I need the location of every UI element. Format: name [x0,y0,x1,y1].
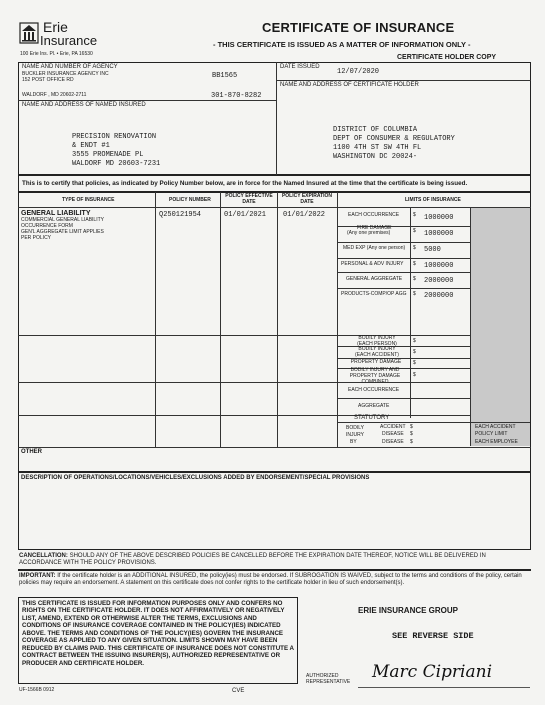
authorized-rep-label: AUTHORIZED REPRESENTATIVE [306,673,351,685]
footer-code: CVE [232,688,245,694]
description-label: DESCRIPTION OF OPERATIONS/LOCATIONS/VEHICLES/EXCLUSIONS ADDED BY ENDORSEMENT/SPECIAL PROVISIONS [21,475,370,481]
limit-label-fire-damage: FIRE DAMAGE [357,225,392,231]
erie-logo-icon [19,22,39,44]
insured-line3: 3555 PROMENADE PL [72,151,144,159]
dollar-sign: $ [413,228,416,234]
dollar-sign: $ [413,360,416,366]
limit-sub-fire-damage: (Any one premises) [347,230,391,236]
auto-pd: PROPERTY DAMAGE [350,359,402,365]
agency-code: BB1565 [212,72,238,80]
header-policy-number: POLICY NUMBER [169,197,211,203]
other-label: OTHER [21,449,42,455]
document-title: CERTIFICATE OF INSURANCE [262,20,455,35]
gl-effective: 01/01/2021 [224,211,267,219]
insured-line4: WALDORF MD 20603-7231 [72,160,161,168]
agency-street: 152 POST OFFICE RD [22,77,74,83]
header-expiration: POLICY EXPIRATION DATE [281,193,333,205]
wc-accident: ACCIDENT [380,424,406,430]
cancellation-label: CANCELLATION: [19,553,68,559]
holder-line2: DEPT OF CONSUMER & REGULATORY [333,135,455,143]
wc-injury: INJURY [346,432,364,438]
copy-label: CERTIFICATE HOLDER COPY [397,54,497,61]
limit-label-general-agg: GENERAL AGGREGATE [346,276,403,282]
limit-value-each-occurrence: 1000000 [424,214,454,222]
limit-label-products: PRODUCTS-COMP/OP AGG [341,291,407,297]
gl-expiration: 01/01/2022 [283,211,326,219]
dollar-sign: $ [413,291,416,297]
gl-desc1: COMMERCIAL GENERAL LIABILITY [21,217,104,223]
gl-desc3: GEN'L AGGREGATE LIMIT APPLIES [21,229,104,235]
umbrella-aggregate: AGGREGATE [358,403,390,409]
important-block [19,573,529,587]
auto-combined: BODILY INJURY AND PROPERTY DAMAGE COMBINED [349,367,401,385]
holder-line4: WASHINGTON DC 20024- [333,153,418,161]
header-type: TYPE OF INSURANCE [62,197,115,203]
document-subtitle: - THIS CERTIFICATE IS ISSUED AS A MATTER OF INFORMATION ONLY - [213,40,471,49]
gl-desc2: OCCURRENCE FORM [21,223,73,229]
gl-title: GENERAL LIABILITY [21,210,91,217]
logo-name-erie: Erie [43,19,68,35]
dollar-sign: $ [410,431,413,437]
logo-address: 100 Erie Ins. Pl. • Erie, PA 16530 [20,51,93,57]
wc-disease-1: DISEASE [382,431,404,437]
gl-desc4: PER POLICY [21,235,52,241]
umbrella-each: EACH OCCURRENCE [348,387,400,393]
signature: Marc Cipriani [372,662,493,682]
wc-statutory: STATUTORY [354,415,390,421]
date-issued-value: 12/07/2020 [337,68,380,76]
limit-value-products: 2000000 [424,292,454,300]
insured-line2: & ENDT #1 [72,142,110,150]
wc-each-accident: EACH ACCIDENT [475,424,516,430]
dollar-sign: $ [410,439,413,445]
wc-bodily: BODILY [346,425,364,431]
holder-line3: 1100 4TH ST SW 4TH FL [333,144,422,152]
gl-policy-number: Q250121954 [159,211,202,219]
date-issued-label: DATE ISSUED [280,64,320,70]
dollar-sign: $ [413,212,416,218]
cancellation-block [19,553,529,567]
important-label: IMPORTANT: [19,573,56,579]
dollar-sign: $ [413,261,416,267]
limit-value-personal-adv: 1000000 [424,262,454,270]
dollar-sign: $ [413,245,416,251]
limit-value-med-exp: 5000 [424,246,441,254]
insured-label: NAME AND ADDRESS OF NAMED INSURED [22,102,146,108]
dollar-sign: $ [413,276,416,282]
wc-by: BY [350,439,357,445]
form-number: UF-1566B 0912 [19,687,55,693]
agency-city: WALDORF , MD 20602-2711 [22,92,87,98]
agency-phone: 301-870-8282 [211,92,262,100]
description-box [18,472,531,550]
limit-value-fire-damage: 1000000 [424,230,454,238]
header-limits: LIMITS OF INSURANCE [405,197,461,203]
insurer-name: ERIE INSURANCE GROUP [358,606,459,615]
logo-name-insurance: Insurance [40,33,98,48]
limit-label-each-occurrence: EACH OCCURRENCE [348,212,400,218]
auto-bi-accident: BODILY INJURY (EACH ACCIDENT) [355,346,399,358]
see-reverse: SEE REVERSE SIDE [392,631,474,641]
limit-label-med-exp: MED EXP (Any one person) [343,245,406,251]
insured-line1: PRECISION RENOVATION [72,133,157,141]
header-effective: POLICY EFFECTIVE DATE [225,193,273,205]
dollar-sign: $ [413,349,416,355]
wc-policy-limit: POLICY LIMIT [475,431,508,437]
holder-label: NAME AND ADDRESS OF CERTIFICATE HOLDER [280,82,419,88]
important-text: If the certificate holder is an ADDITIONAL INSURED, the policy(ies) must be endorsed. If SUBROGATION IS WAIVED, subject to the terms and conditions of the policy, certain policies may require an endorsement. A statement on this certificate does not confer rights to the certificate holder in lieu of such endorsement(s). [19,573,522,587]
agency-label: NAME AND NUMBER OF AGENCY [22,64,118,70]
cancellation-text: SHOULD ANY OF THE ABOVE DESCRIBED POLICIES BE CANCELLED BEFORE THE EXPIRATION DATE THEREOF, NOTICE WILL BE DELIVERED IN ACCORDANCE WITH THE POLICY PROVISIONS. [19,553,486,567]
dollar-sign: $ [410,424,413,430]
certify-statement: This is to certify that policies, as indicated by Policy Number below, are in force for the Named Insured at the time that the certificate is being issued. [22,180,468,187]
wc-each-employee: EACH EMPLOYEE [475,439,518,445]
auto-bi-person: BODILY INJURY (EACH PERSON) [357,335,397,347]
dollar-sign: $ [413,372,416,378]
agency-name: BUCKLER INSURANCE AGENCY INC [22,71,109,77]
holder-line1: DISTRICT OF COLUMBIA [333,126,418,134]
dollar-sign: $ [413,338,416,344]
disclaimer-text: THIS CERTIFICATE IS ISSUED FOR INFORMATION PURPOSES ONLY AND CONFERS NO RIGHTS ON THE CERTIFICATE HOLDER. IT DOES NOT AFFIRMATIVELY OR NEGATIVELY LIST, AMEND, EXTEND OR OTHERWISE ALTER THE TERMS, EXCLUSIONS AND CONDITIONS OF INSURANCE COVERAGE CONTAINED IN THE POLICY(IES) INDICATED ABOVE. THE TERMS AND CONDITIONS OF THE POLICY(IES) GOVERN THE INSURANCE COVERAGE AS APPLIED TO ANY GIVEN SITUATION. LIMITS SHOWN MAY HAVE BEEN REDUCED BY CLAIMS PAID. THIS CERTIFICATE OF INSURANCE DOES NOT CONSTITUTE A CONTRACT BETWEEN THE ISSUING INSURER(S), AUTHORIZED REPRESENTATIVE OR PRODUCER AND CERTIFICATE HOLDER. [22,600,294,667]
limit-label-personal-adv: PERSONAL & ADV INJURY [341,261,404,267]
wc-disease-2: DISEASE [382,439,404,445]
limit-value-general-agg: 2000000 [424,277,454,285]
